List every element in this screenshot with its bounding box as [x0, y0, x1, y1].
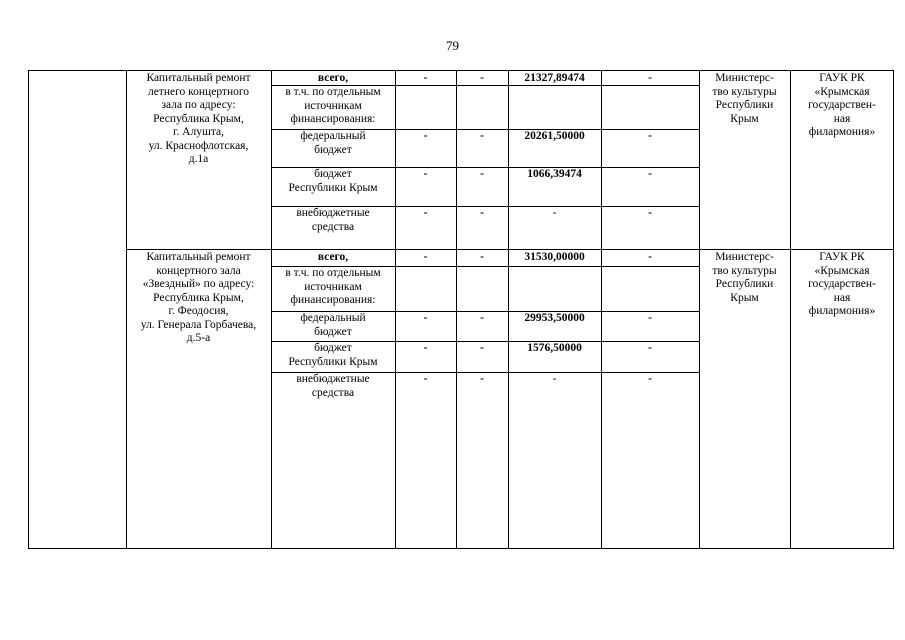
funding-value-c1: -	[423, 312, 428, 324]
funding-value-c1: -	[423, 373, 428, 385]
object-description: г. Феодосия,	[168, 305, 229, 317]
object-description: ул. Краснофлотская,	[148, 139, 249, 152]
executor-organization: филармония»	[808, 305, 876, 317]
executor-organization: ГАУК РК	[819, 72, 865, 84]
funding-source-label: в т.ч. по отдельным	[285, 267, 381, 279]
funding-value-c1: -	[423, 130, 428, 142]
funding-value-c4: -	[648, 342, 652, 354]
responsible-ministry: Крым	[730, 291, 759, 304]
funding-value-c2: -	[480, 251, 484, 263]
funding-value-c3: 1066,39474	[527, 168, 582, 180]
funding-source-label: Республики Крым	[288, 355, 378, 368]
page-number: 79	[446, 38, 459, 53]
funding-source-label: внебюджетные	[296, 373, 370, 385]
funding-value-c1: -	[423, 168, 428, 180]
object-description: д.1а	[188, 153, 209, 165]
executor-organization: ГАУК РК	[819, 251, 865, 263]
responsible-ministry: Министерс-	[715, 72, 774, 84]
funding-value-c1: -	[423, 251, 428, 263]
object-description: Республика Крым,	[153, 291, 244, 304]
funding-source-label: средства	[311, 386, 355, 399]
responsible-ministry: Крым	[730, 112, 759, 125]
responsible-ministry: тво культуры	[712, 85, 777, 98]
funding-value-c3: -	[552, 207, 557, 219]
funding-source-label: внебюджетные	[296, 207, 370, 219]
funding-value-c3: 20261,50000	[524, 130, 585, 142]
funding-source-label: бюджет	[314, 342, 352, 354]
funding-value-c3: 1576,50000	[527, 342, 582, 354]
funding-source-label: финансирования:	[290, 294, 376, 306]
funding-value-c4: -	[648, 251, 652, 263]
funding-value-c4: -	[648, 72, 652, 84]
executor-organization: государствен-	[808, 99, 876, 111]
funding-value-c2: -	[480, 130, 484, 142]
funding-source-label: бюджет	[314, 143, 352, 156]
executor-organization: филармония»	[808, 126, 876, 138]
responsible-ministry: Республики	[715, 99, 774, 111]
object-description: зала по адресу:	[161, 99, 236, 111]
funding-source-label: средства	[311, 220, 355, 233]
funding-value-c2: -	[480, 72, 484, 84]
object-description: концертного зала	[156, 264, 241, 277]
funding-value-c1: -	[423, 72, 428, 84]
funding-value-c4: -	[648, 207, 652, 219]
object-description: г. Алушта,	[173, 126, 224, 138]
funding-value-c4: -	[648, 373, 652, 385]
funding-value-c3: -	[552, 373, 557, 385]
executor-organization: государствен-	[808, 278, 876, 290]
object-description: Республика Крым,	[153, 112, 244, 125]
funding-source-label: федеральный	[300, 312, 366, 324]
funding-source-label: финансирования:	[290, 113, 376, 125]
executor-organization: «Крымская	[814, 85, 870, 98]
funding-value-c2: -	[480, 207, 484, 219]
responsible-ministry: тво культуры	[712, 264, 777, 277]
funding-source-label: источникам	[304, 280, 362, 293]
funding-source-label: бюджет	[314, 168, 352, 180]
funding-value-c2: -	[480, 342, 484, 354]
executor-organization: ная	[833, 291, 851, 304]
funding-source-label: федеральный	[300, 130, 366, 142]
funding-source-label: источникам	[304, 99, 362, 112]
funding-value-c1: -	[423, 342, 428, 354]
funding-value-c3: 29953,50000	[524, 312, 585, 324]
object-description: «Звездный» по адресу:	[142, 278, 255, 290]
funding-value-c3: 31530,00000	[524, 251, 585, 263]
object-description: ул. Генерала Горбачева,	[140, 318, 257, 331]
object-description: Капитальный ремонт	[146, 72, 251, 84]
funding-value-c3: 21327,89474	[524, 72, 585, 84]
funding-source-label: бюджет	[314, 325, 352, 338]
object-description: д.5-а	[186, 332, 211, 344]
funding-source-label: всего,	[317, 251, 349, 263]
executor-organization: «Крымская	[814, 264, 870, 277]
funding-source-label: в т.ч. по отдельным	[285, 86, 381, 98]
funding-value-c1: -	[423, 207, 428, 219]
responsible-ministry: Министерс-	[715, 251, 774, 263]
funding-value-c2: -	[480, 168, 484, 180]
funding-value-c4: -	[648, 130, 652, 142]
responsible-ministry: Республики	[715, 278, 774, 290]
funding-source-label: Республики Крым	[288, 181, 378, 194]
funding-value-c2: -	[480, 373, 484, 385]
executor-organization: ная	[833, 112, 851, 125]
funding-source-label: всего,	[317, 72, 349, 84]
funding-value-c4: -	[648, 312, 652, 324]
funding-value-c2: -	[480, 312, 484, 324]
object-description: Капитальный ремонт	[146, 251, 251, 263]
funding-value-c4: -	[648, 168, 652, 180]
object-description: летнего концертного	[147, 85, 250, 98]
